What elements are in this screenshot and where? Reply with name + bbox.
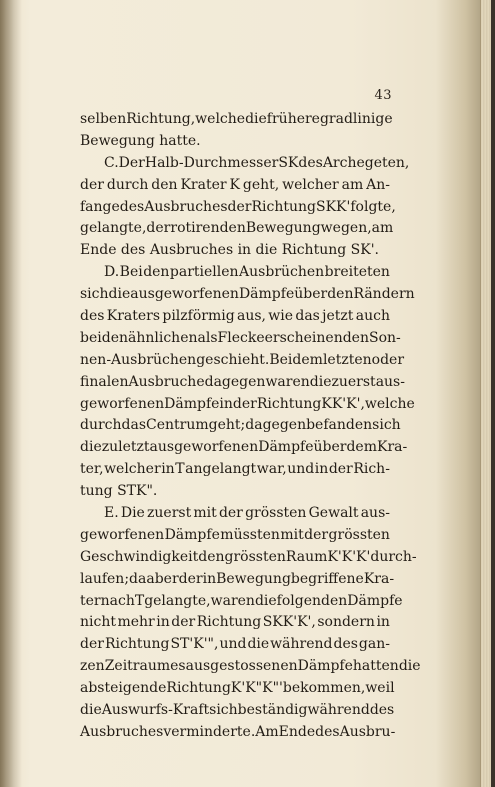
text-line-content: finalen Ausbruche dagegen waren die zuerst aus- bbox=[80, 373, 405, 390]
text-line bbox=[80, 437, 408, 459]
text-line-content: tung STK". bbox=[80, 483, 158, 500]
text-line bbox=[80, 415, 401, 437]
text-line-content: Geschwindigkeit den grössten Raum K'K'K' durch- bbox=[80, 548, 417, 565]
text-line bbox=[80, 153, 410, 175]
page-edge-dark bbox=[491, 0, 495, 787]
text-line bbox=[80, 678, 395, 700]
text-line bbox=[80, 722, 396, 744]
text-line-content: nicht mehr in der Richtung SKK'K', sondern in bbox=[80, 614, 390, 631]
text-line-content: nen-Ausbrüchen geschieht. Bei dem letzten oder bbox=[80, 351, 405, 368]
text-line bbox=[80, 503, 390, 525]
text-line-content: Ausbruches verminderte. Am Ende des Ausbru- bbox=[80, 723, 396, 740]
body-text bbox=[80, 109, 421, 744]
text-line-content: der Richtung ST'K'", und die während des gan- bbox=[80, 636, 390, 653]
text-line bbox=[80, 612, 390, 634]
text-line-content: die zuletzt ausgeworfenen Dämpfe über dem Kra- bbox=[80, 439, 408, 456]
text-line bbox=[80, 591, 403, 613]
text-line-content: der durch den Krater K geht, welcher am An- bbox=[80, 176, 390, 193]
text-line bbox=[80, 328, 401, 350]
text-line-content: selben Richtung, welche die frühere gradlinige bbox=[80, 111, 393, 127]
text-line bbox=[80, 175, 390, 197]
text-line-content: bei den ähnlichen als Flecke erscheinenden Son- bbox=[80, 329, 401, 346]
text-line-content: ter nach T gelangte, waren die folgenden Dämpfe bbox=[80, 592, 403, 609]
binding-gutter-shadow bbox=[0, 0, 22, 787]
text-line-content: fange des Ausbruches der Richtung SKK' folgte, bbox=[80, 198, 396, 215]
text-line bbox=[80, 656, 421, 678]
text-line-content: geworfenen Dämpfe in der Richtung KK'K', welche bbox=[80, 395, 415, 412]
text-line bbox=[80, 262, 390, 284]
text-line bbox=[80, 284, 415, 306]
text-line-content: Bewegung hatte. bbox=[80, 132, 201, 149]
text-line bbox=[80, 197, 396, 219]
text-line-content: sich die ausgeworfenen Dämpfe über den Rändern bbox=[80, 286, 415, 303]
page-number: 43 bbox=[374, 88, 392, 103]
text-line bbox=[80, 372, 405, 394]
text-line-content: E. Die zuerst mit der grössten Gewalt aus- bbox=[104, 505, 390, 522]
text-line-content: Ende des Ausbruches in die Richtung SK'. bbox=[80, 242, 379, 259]
text-line-content: die Auswurfs-Kraft sich beständig während des bbox=[80, 702, 395, 719]
text-line-content: laufen; da aber der in Bewegung begriffene Kra- bbox=[80, 570, 395, 587]
text-line bbox=[80, 634, 390, 656]
text-line-content: ter, welcher in T angelangt war, und in der Rich- bbox=[80, 461, 390, 478]
text-line bbox=[80, 109, 393, 131]
text-line-content: C. Der Halb-Durchmesser SK des Archegeten, bbox=[104, 154, 410, 171]
text-line bbox=[80, 459, 390, 481]
text-line bbox=[80, 350, 405, 372]
text-line-content: absteigende Richtung K'K"K"' bekommen, weil bbox=[80, 680, 395, 697]
text-line bbox=[80, 569, 395, 591]
text-line bbox=[80, 306, 390, 328]
text-line-content: D. Bei den partiellen Ausbrüchen breiteten bbox=[104, 264, 390, 281]
text-line bbox=[80, 547, 417, 569]
text-line bbox=[80, 240, 390, 262]
text-line bbox=[80, 700, 395, 722]
text-line bbox=[80, 218, 394, 240]
text-line-content: geworfenen Dämpfe müssten mit der grössten bbox=[80, 526, 390, 543]
text-line-content: durch das Centrum geht; dagegen befanden sich bbox=[80, 417, 401, 434]
text-line bbox=[80, 131, 390, 153]
text-line-content: des Kraters pilzförmig aus, wie das jetzt auch bbox=[80, 308, 390, 325]
text-line bbox=[80, 481, 390, 503]
text-line-content: zen Zeitraumes ausgestossenen Dämpfe hatten die bbox=[80, 658, 421, 675]
text-line bbox=[80, 394, 415, 416]
text-line-content: gelangte, der rotirenden Bewegung wegen, am bbox=[80, 220, 394, 237]
text-line bbox=[80, 525, 390, 547]
